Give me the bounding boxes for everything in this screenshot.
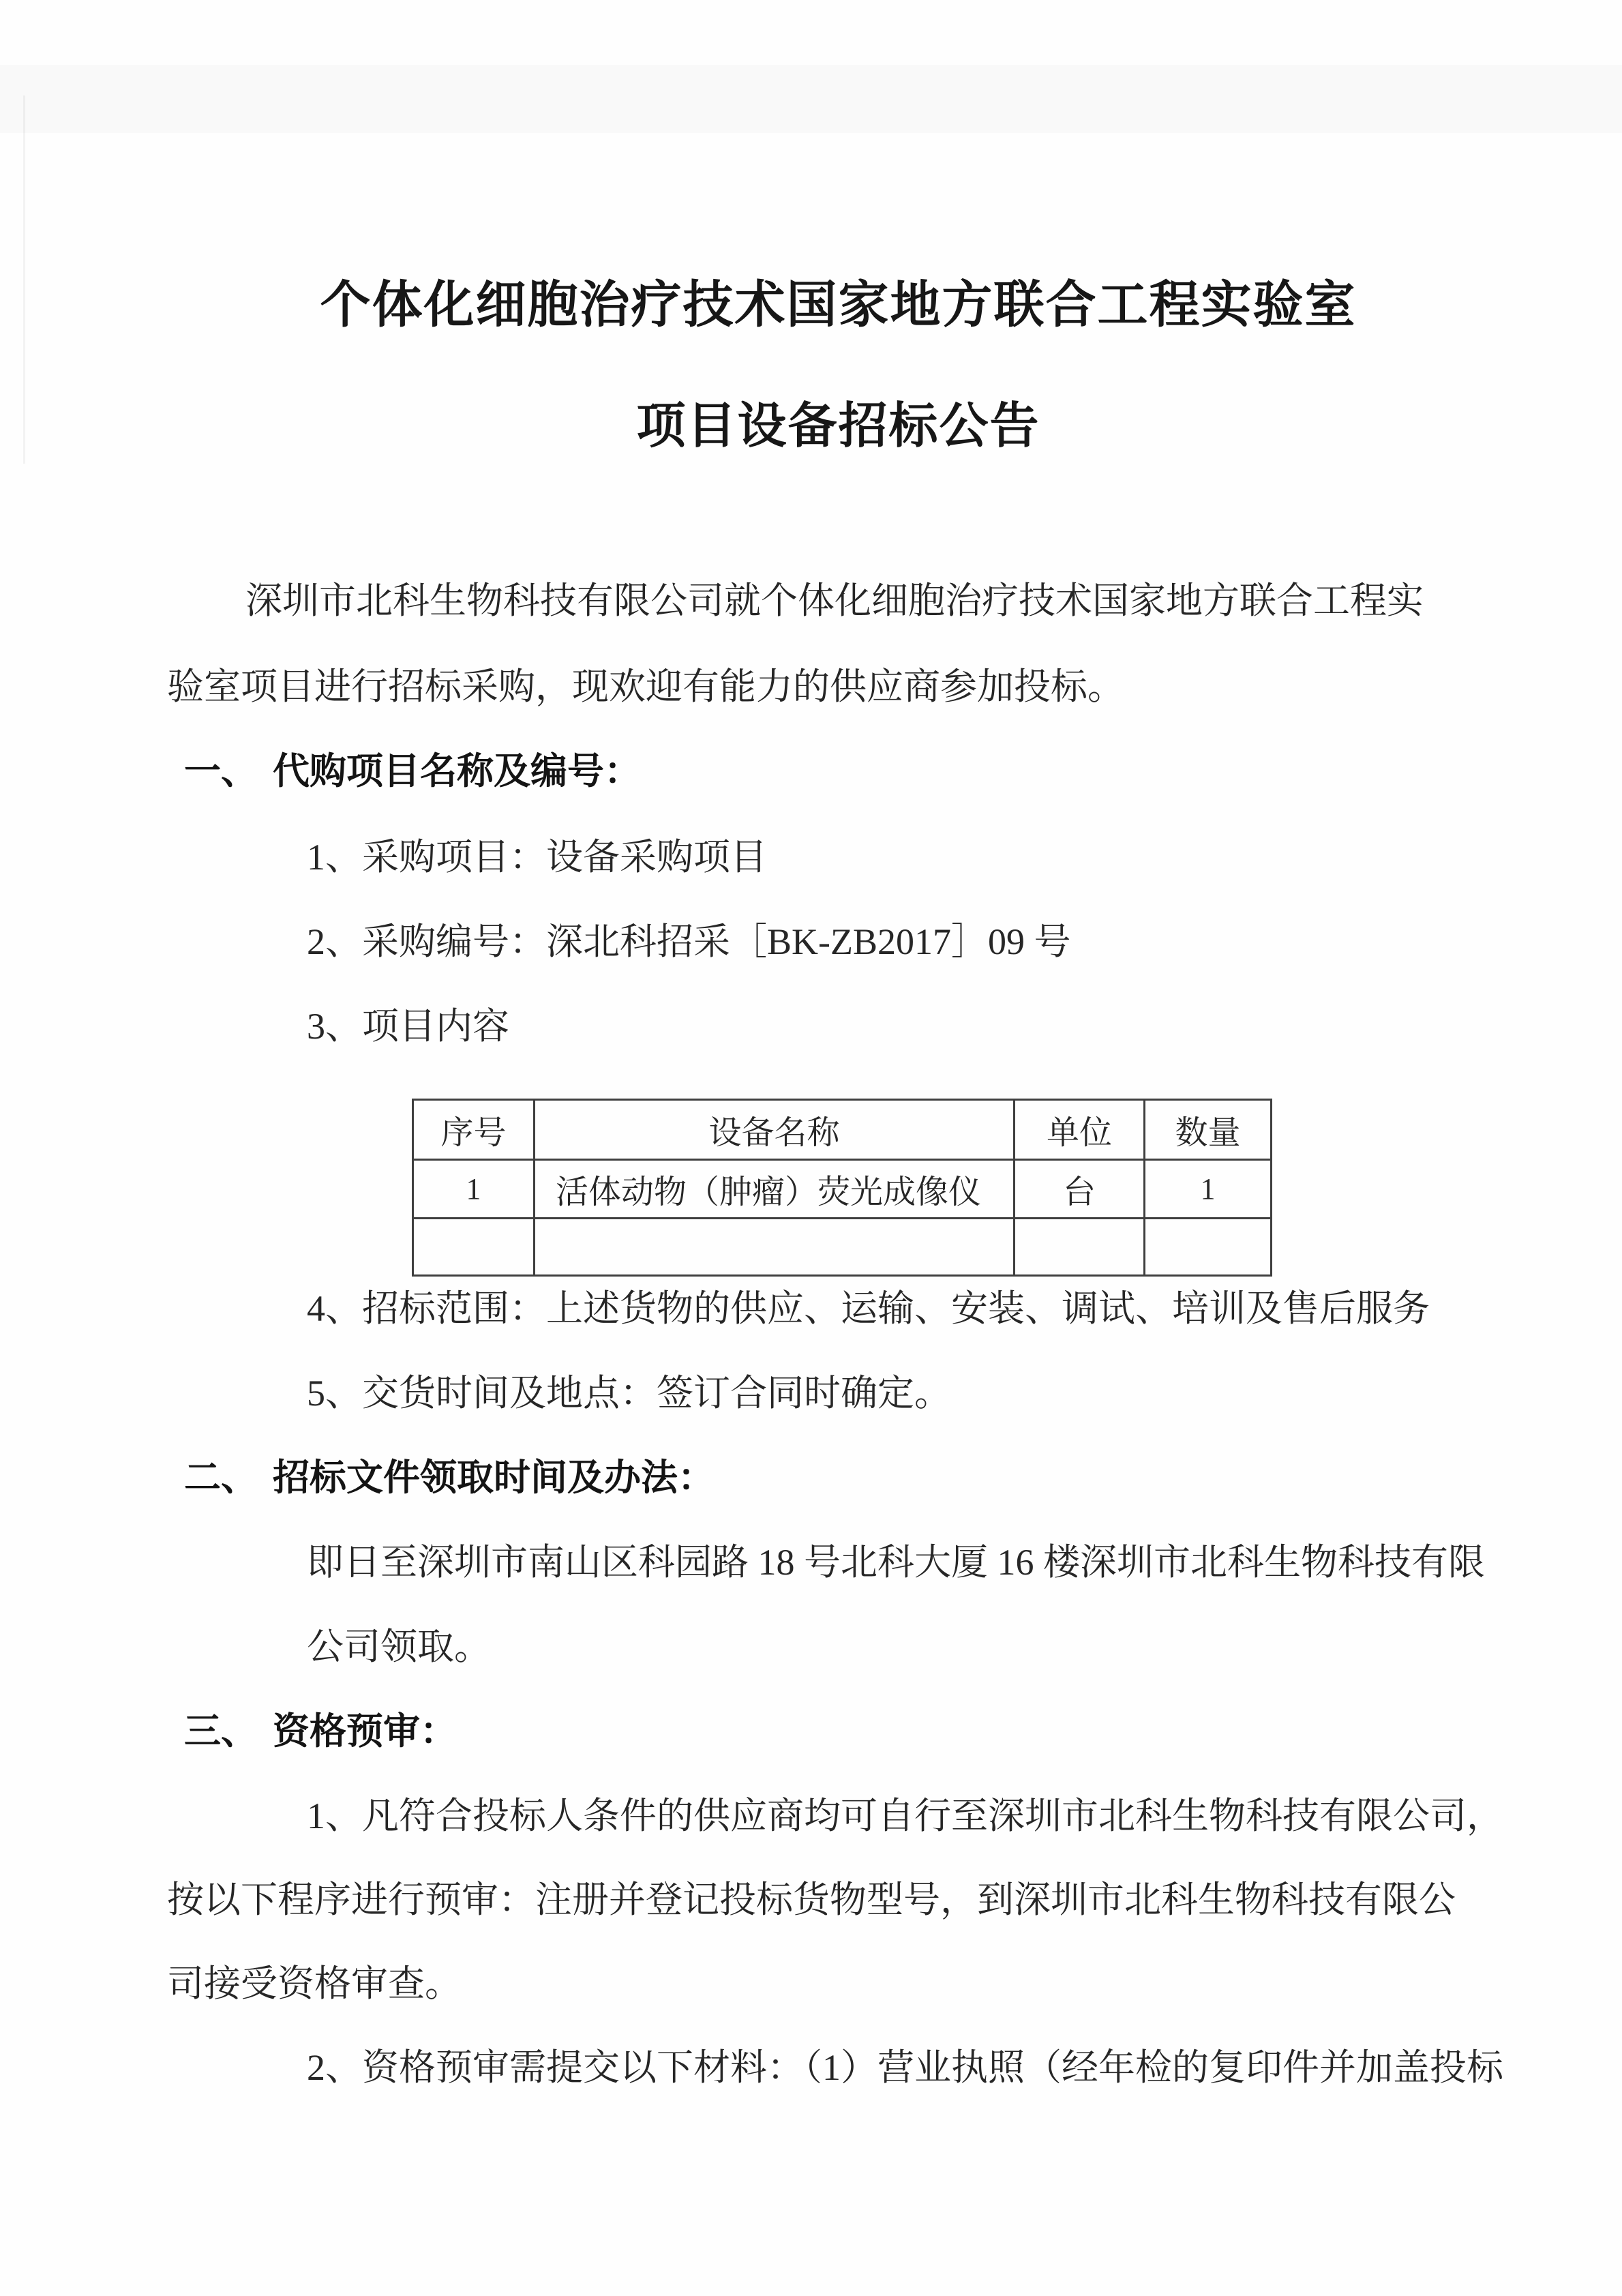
section3-item1-line1: 1、凡符合投标人条件的供应商均可自行至深圳市北科生物科技有限公司，	[307, 1795, 1503, 1836]
section2-body-line1: 即日至深圳市南山区科园路 18 号北科大厦 16 楼深圳市北科生物科技有限	[307, 1542, 1485, 1583]
scan-artifact-edge	[23, 95, 25, 464]
section3-item2-line1: 2、资格预审需提交以下材料：（1）营业执照（经年检的复印件并加盖投标	[307, 2047, 1503, 2088]
section1-heading	[184, 750, 641, 792]
cell-quantity	[1145, 1219, 1272, 1276]
table-header-quantity: 数量	[1145, 1100, 1272, 1160]
cell-unit: 台	[1015, 1160, 1145, 1219]
intro-paragraph-line1: 深圳市北科生物科技有限公司就个体化细胞治疗技术国家地方联合工程实	[245, 580, 1424, 621]
section3-number: 三、	[184, 1711, 258, 1752]
section2-heading	[184, 1457, 715, 1499]
section3-item1-line3: 司接受资格审查。	[167, 1963, 462, 2004]
section2-number: 二、	[184, 1457, 258, 1498]
section2-body-line2: 公司领取。	[307, 1626, 491, 1667]
document-title-line2: 项目设备招标公告	[636, 399, 1040, 453]
table-header-unit: 单位	[1015, 1100, 1145, 1160]
cell-device-name: 活体动物（肿瘤）荧光成像仪	[535, 1160, 1015, 1219]
cell-index: 1	[413, 1160, 535, 1219]
section1-item5: 5、交货时间及地点：签订合同时确定。	[307, 1373, 951, 1414]
equipment-table-header-row	[413, 1100, 1272, 1160]
section3-item1-line2: 按以下程序进行预审：注册并登记投标货物型号，到深圳市北科生物科技有限公	[167, 1879, 1456, 1920]
section1-number: 一、	[184, 751, 258, 792]
section2-title: 招标文件领取时间及办法：	[273, 1457, 715, 1498]
document-title-line1: 个体化细胞治疗技术国家地方联合工程实验室	[320, 278, 1357, 333]
section1-item2: 2、采购编号：深北科招采［BK-ZB2017］09 号	[307, 921, 1071, 962]
section1-item3: 3、项目内容	[307, 1006, 509, 1047]
table-header-index: 序号	[413, 1100, 535, 1160]
cell-index	[413, 1219, 535, 1276]
section3-heading	[184, 1710, 457, 1753]
section1-item4: 4、招标范围：上述货物的供应、运输、安装、调试、培训及售后服务	[307, 1288, 1430, 1329]
cell-device-name	[535, 1219, 1015, 1276]
table-header-device-name: 设备名称	[535, 1100, 1015, 1160]
section1-item1: 1、采购项目：设备采购项目	[307, 837, 767, 878]
cell-quantity: 1	[1145, 1160, 1272, 1219]
cell-unit	[1015, 1219, 1145, 1276]
table-row	[413, 1160, 1272, 1219]
table-row-empty	[413, 1219, 1272, 1276]
section3-title: 资格预审：	[273, 1711, 457, 1752]
intro-paragraph-line2: 验室项目进行招标采购，现欢迎有能力的供应商参加投标。	[167, 666, 1124, 707]
section1-title: 代购项目名称及编号：	[273, 751, 641, 792]
equipment-table	[412, 1099, 1272, 1277]
scan-artifact-band	[0, 65, 1622, 133]
